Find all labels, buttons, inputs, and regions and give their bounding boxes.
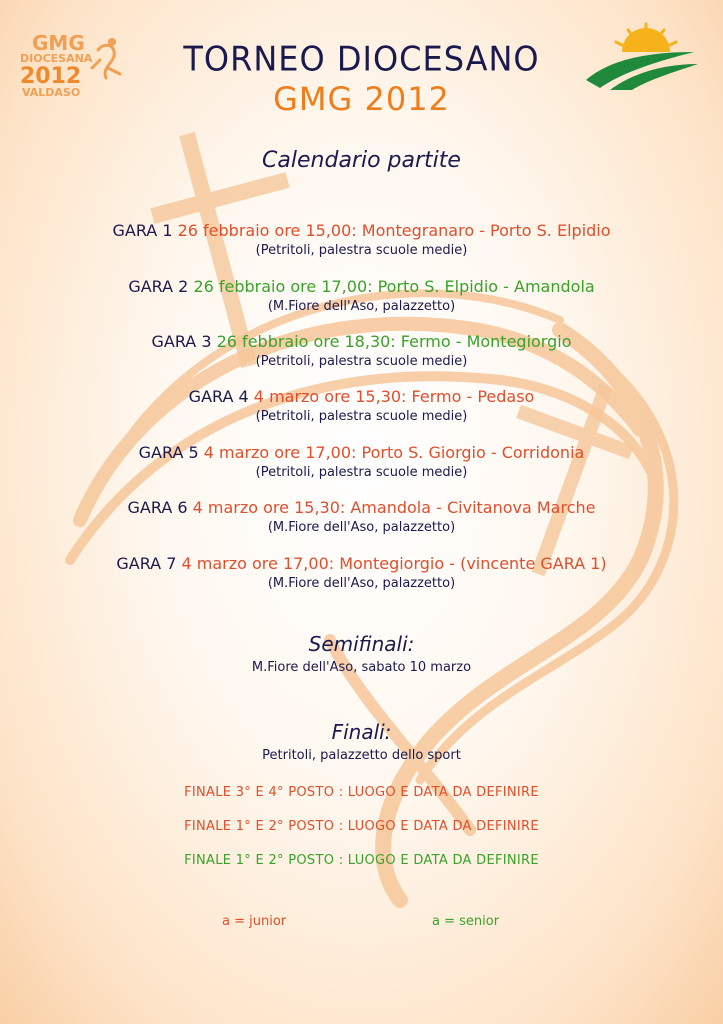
match-venue: (Petritoli, palestra scuole medie)	[255, 354, 468, 369]
match-6	[0, 497, 723, 537]
match-details: 4 marzo ore 17,00: Montegiorgio - (vincente GARA 1)	[181, 554, 607, 573]
match-1	[0, 220, 723, 260]
match-3	[0, 331, 723, 371]
finals-title: Finali:	[331, 720, 392, 744]
match-details: 26 febbraio ore 18,30: Fermo - Montegiorgio	[216, 332, 572, 351]
page-title-year: GMG 2012	[273, 80, 450, 118]
logo-line1: GMG	[32, 31, 85, 55]
finals-venue: Petritoli, palazzetto dello sport	[262, 748, 461, 763]
match-details: 4 marzo ore 15,30: Fermo - Pedaso	[253, 387, 535, 406]
final-row-senior-1st: FINALE 1° E 2° POSTO : LUOGO E DATA DA DEFINIRE	[184, 853, 539, 868]
semifinals-venue: M.Fiore dell'Aso, sabato 10 marzo	[251, 660, 472, 675]
match-details: 26 febbraio ore 15,00: Montegranaro - Porto S. Elpidio	[177, 221, 611, 240]
final-row-junior-1st: FINALE 1° E 2° POSTO : LUOGO E DATA DA DEFINIRE	[184, 819, 539, 834]
page-title: TORNEO DIOCESANO	[183, 39, 540, 79]
match-number: GARA 7	[116, 554, 177, 573]
swoosh-stroke	[120, 293, 560, 450]
semifinals-title: Semifinali:	[308, 632, 415, 656]
cross-horizontal	[150, 172, 289, 224]
match-number: GARA 2	[128, 277, 189, 296]
logo-line3: 2012	[20, 64, 82, 89]
logo-line4: VALDASO	[22, 86, 81, 98]
match-venue: (M.Fiore dell'Aso, palazzetto)	[267, 520, 456, 535]
match-number: GARA 3	[151, 332, 212, 351]
final-row-junior-3rd: FINALE 3° E 4° POSTO : LUOGO E DATA DA DEFINIRE	[184, 785, 539, 800]
match-details: 4 marzo ore 17,00: Porto S. Giorgio - Corridonia	[203, 443, 585, 462]
logo-line2: DIOCESANA	[20, 52, 93, 65]
match-venue: (Petritoli, palestra scuole medie)	[255, 409, 468, 424]
legend-senior: a = senior	[432, 914, 500, 929]
legend-junior: a = junior	[222, 914, 287, 929]
match-5	[0, 442, 723, 482]
match-number: GARA 4	[188, 387, 249, 406]
calendar-subtitle: Calendario partite	[262, 148, 461, 173]
match-number: GARA 1	[112, 221, 173, 240]
match-details: 26 febbraio ore 17,00: Porto S. Elpidio - Amandola	[193, 277, 595, 296]
match-number: GARA 5	[138, 443, 199, 462]
match-7	[0, 553, 723, 593]
match-venue: (Petritoli, palestra scuole medie)	[255, 465, 468, 480]
match-number: GARA 6	[127, 498, 188, 517]
match-4	[0, 386, 723, 426]
match-details: 4 marzo ore 15,30: Amandola - Civitanova Marche	[192, 498, 596, 517]
match-2	[0, 276, 723, 316]
match-venue: (M.Fiore dell'Aso, palazzetto)	[267, 576, 456, 591]
match-venue: (Petritoli, palestra scuole medie)	[255, 243, 468, 258]
match-venue: (M.Fiore dell'Aso, palazzetto)	[267, 299, 456, 314]
